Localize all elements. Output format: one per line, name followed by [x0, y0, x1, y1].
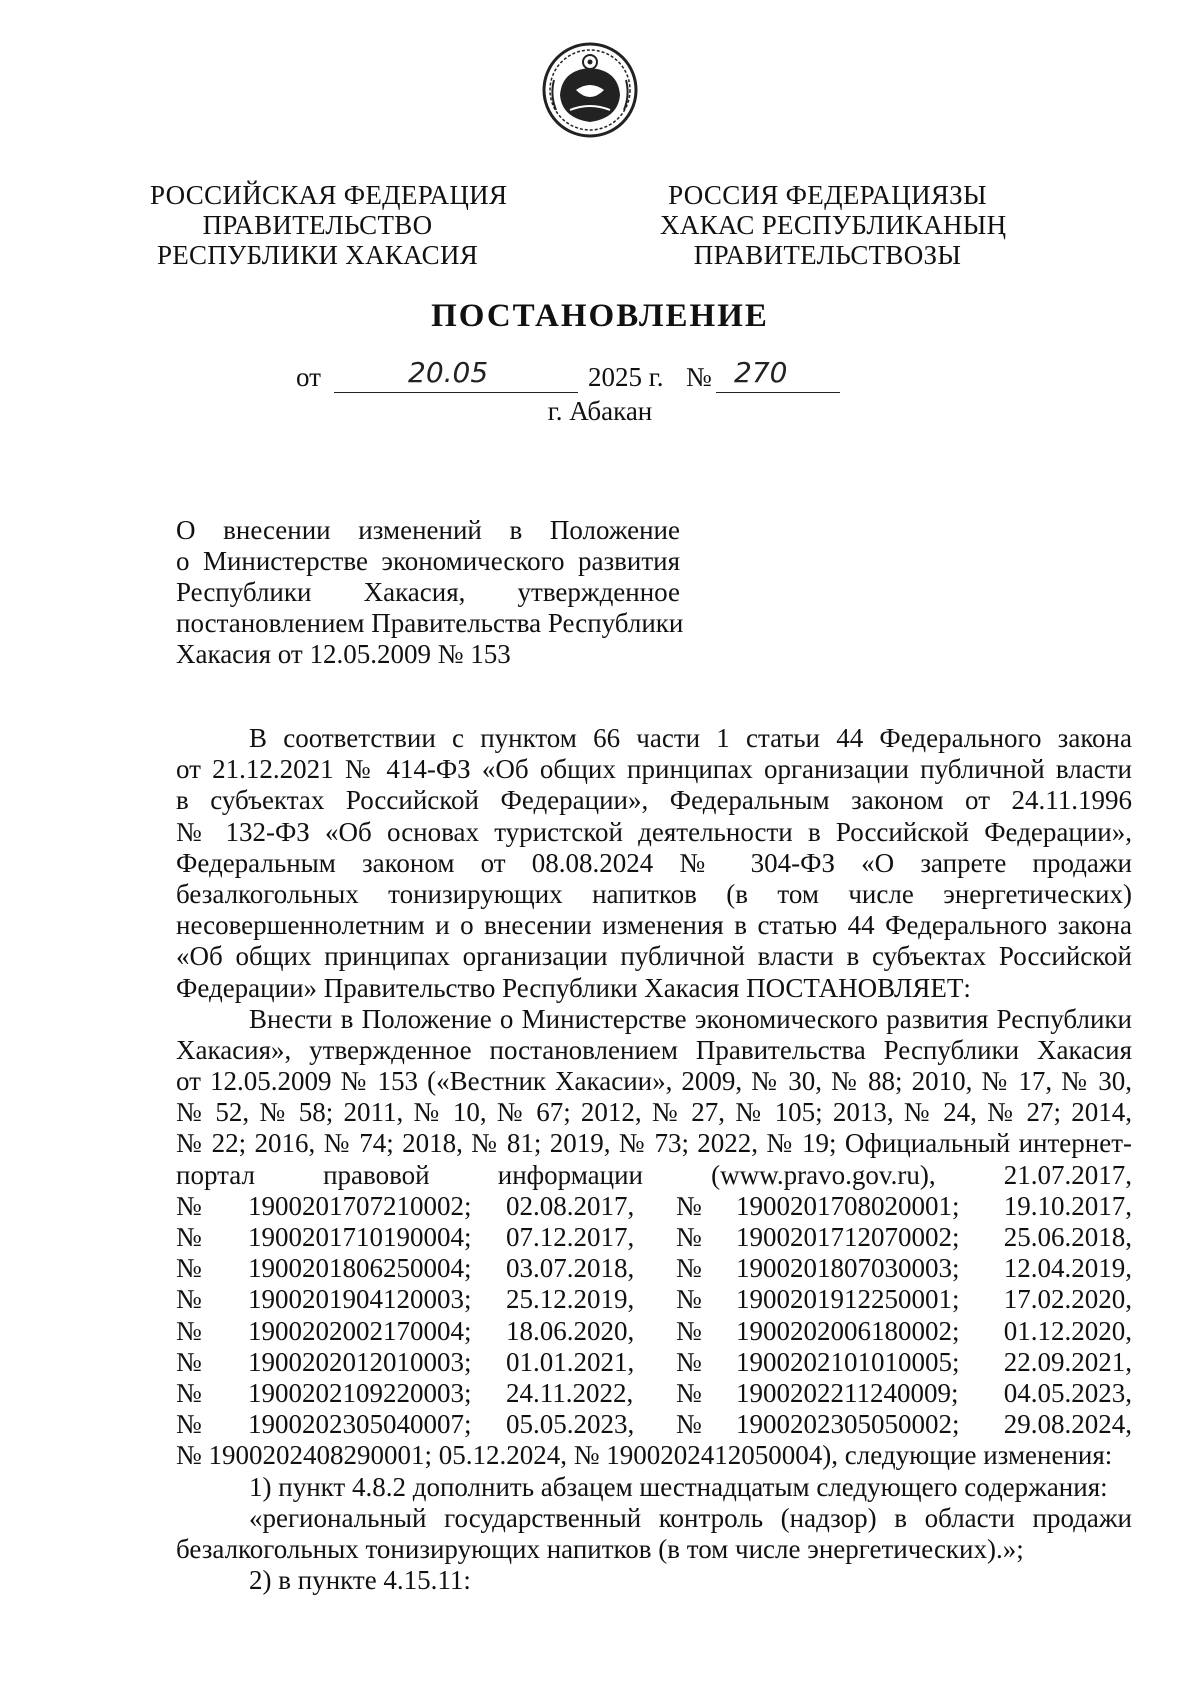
- header-right-khakas: [660, 180, 1007, 270]
- registry-no-sign: №: [176, 1190, 202, 1221]
- registry-id: 1900202012010003;: [248, 1346, 472, 1377]
- amend-intro-line: № 52, № 58; 2011, № 10, № 67; 2012, № 27, № 105; 2013, № 24, № 27; 2014,: [176, 1097, 1132, 1128]
- coat-of-arms-emblem: [540, 40, 640, 140]
- number-sign: №: [686, 362, 712, 392]
- registry-id: 1900201712070002;: [736, 1222, 960, 1252]
- registry-row: [176, 1191, 1132, 1222]
- registry-date: 04.05.2023,: [1003, 1377, 1132, 1408]
- registry-row: [176, 1253, 1132, 1284]
- subject-line: постановлением Правительства Республики: [176, 608, 684, 638]
- amend-intro-line: от 12.05.2009 № 153 («Вестник Хакасии», 2009, № 30, № 88; 2010, № 17, № 30,: [176, 1066, 1132, 1097]
- registry-tail-line: № 1900202408290001; 05.12.2024, № 1900202412050004), следующие изменения:: [176, 1440, 1113, 1471]
- registry-id: 1900202211240009;: [736, 1377, 959, 1408]
- registry-date: 07.12.2017,: [506, 1222, 635, 1252]
- document-subject: [176, 515, 684, 670]
- amend-intro-line: Хакасия», утвержденное постановлением Правительства Республики Хакасия: [176, 1034, 1132, 1065]
- date-year: 2025 г.: [588, 362, 664, 392]
- registry-no-sign: №: [676, 1377, 702, 1408]
- registry-no-sign: №: [176, 1346, 202, 1377]
- registry-date: 19.10.2017,: [1003, 1190, 1132, 1221]
- header-left-line: ПРАВИТЕЛЬСТВО: [202, 210, 433, 240]
- amendment-item-2: 2) в пункте 4.15.11:: [249, 1565, 471, 1596]
- city-line: г. Абакан: [547, 396, 653, 426]
- preamble-line: несовершеннолетним и о внесении изменения в статью 44 Федерального закона: [176, 910, 1132, 941]
- subject-line: Хакасия от 12.05.2009 № 153: [176, 639, 511, 669]
- registry-no-sign: №: [176, 1222, 202, 1252]
- header-right-line: ХАКАС РЕСПУБЛИКАНЫҢ: [660, 210, 1007, 240]
- quoted-text-line: «региональный государственный контроль (надзор) в области продажи: [249, 1502, 1132, 1533]
- registry-no-sign: №: [676, 1409, 702, 1440]
- preamble-line: В соответствии с пунктом 66 части 1 статьи 44 Федерального закона: [249, 723, 1132, 753]
- registry-date: 02.08.2017,: [506, 1190, 635, 1221]
- registry-id: 1900201710190004;: [248, 1222, 472, 1252]
- registry-no-sign: №: [176, 1284, 202, 1315]
- preamble-line: Федерации» Правительство Республики Хакасия ПОСТАНОВЛЯЕТ:: [176, 972, 971, 1003]
- registry-date: 17.02.2020,: [1003, 1284, 1132, 1315]
- amend-intro-line: портал правовой информации (www.pravo.gov.ru), 21.07.2017,: [176, 1159, 1132, 1190]
- registry-date: 29.08.2024,: [1003, 1409, 1132, 1440]
- header-left-line: РЕСПУБЛИКИ ХАКАСИЯ: [156, 240, 479, 270]
- registry-row: [176, 1378, 1132, 1409]
- registry-no-sign: №: [176, 1315, 202, 1346]
- registry-id: 1900202305050002;: [736, 1409, 960, 1440]
- registry-id: 1900202006180002;: [736, 1315, 960, 1346]
- registry-date: 03.07.2018,: [506, 1253, 635, 1284]
- registry-row: [176, 1409, 1132, 1440]
- subject-line: о Министерстве экономического развития: [176, 546, 680, 576]
- quoted-text-line: безалкогольных тонизирующих напитков (в том числе энергетических).»;: [176, 1533, 1024, 1564]
- registry-id: 1900202109220003;: [248, 1377, 472, 1408]
- registry-date: 25.06.2018,: [1003, 1222, 1132, 1252]
- registry-date: 01.12.2020,: [1003, 1315, 1132, 1346]
- registry-row: [176, 1222, 1132, 1253]
- registry-no-sign: №: [676, 1346, 702, 1377]
- document-body: [176, 723, 1132, 1596]
- registry-row: [176, 1316, 1132, 1347]
- preamble-line: в субъектах Российской Федерации», Федеральным законом от 24.11.1996: [176, 785, 1132, 816]
- amend-intro-line: Внести в Положение о Министерстве экономического развития Республики: [249, 1003, 1132, 1034]
- date-prefix: от: [296, 362, 321, 392]
- registry-id: 1900201707210002;: [248, 1190, 472, 1221]
- header-left-russian: [150, 180, 508, 270]
- header-right-line: ПРАВИТЕЛЬСТВОЗЫ: [693, 240, 962, 270]
- document-number-handwritten: 270: [734, 356, 788, 389]
- subject-line: О внесении изменений в Положение: [176, 515, 680, 545]
- subject-line: Республики Хакасия, утвержденное: [176, 577, 680, 607]
- preamble-line: № 132-ФЗ «Об основах туристской деятельности в Российской Федерации»,: [176, 816, 1132, 847]
- registry-date: 05.05.2023,: [506, 1409, 635, 1440]
- amendment-item-1: 1) пункт 4.8.2 дополнить абзацем шестнадцатым следующего содержания:: [249, 1471, 1108, 1502]
- registry-date: 12.04.2019,: [1003, 1253, 1132, 1284]
- registry-no-sign: №: [676, 1315, 702, 1346]
- preamble-line: Федеральным законом от 08.08.2024 № 304-ФЗ «О запрете продажи: [176, 847, 1132, 878]
- registry-no-sign: №: [676, 1253, 702, 1284]
- registry-id: 1900201807030003;: [736, 1253, 960, 1284]
- header-left-line: РОССИЙСКАЯ ФЕДЕРАЦИЯ: [150, 180, 508, 210]
- number-underline: [716, 392, 840, 393]
- registry-date: 18.06.2020,: [506, 1315, 635, 1346]
- registry-id: 1900201904120003;: [248, 1284, 472, 1315]
- document-type-title: ПОСТАНОВЛЕНИЕ: [431, 298, 769, 334]
- preamble-line: безалкогольных тонизирующих напитков (в том числе энергетических): [176, 878, 1132, 909]
- registry-id: 1900202305040007;: [248, 1409, 472, 1440]
- registry-no-sign: №: [176, 1253, 202, 1284]
- registry-row: [176, 1284, 1132, 1315]
- header-right-line: РОССИЯ ФЕДЕРАЦИЯЗЫ: [668, 180, 987, 210]
- preamble-line: от 21.12.2021 № 414-ФЗ «Об общих принципах организации публичной власти: [176, 754, 1132, 785]
- registry-no-sign: №: [676, 1190, 702, 1221]
- date-day-month-handwritten: 20.05: [408, 356, 489, 389]
- date-number-row: [296, 356, 916, 396]
- registry-id: 1900202002170004;: [248, 1315, 472, 1346]
- registry-date: 22.09.2021,: [1003, 1346, 1132, 1377]
- amend-intro-line: № 22; 2016, № 74; 2018, № 81; 2019, № 73; 2022, № 19; Официальный интернет-: [176, 1128, 1132, 1159]
- date-underline: [334, 392, 578, 393]
- registry-date: 25.12.2019,: [506, 1284, 635, 1315]
- registry-id: 1900201708020001;: [736, 1190, 960, 1221]
- registry-id: 1900201912250001;: [736, 1284, 960, 1315]
- preamble-line: «Об общих принципах организации публичной власти в субъектах Российской: [176, 941, 1132, 972]
- registry-no-sign: №: [676, 1222, 702, 1252]
- registry-date: 24.11.2022,: [506, 1377, 634, 1408]
- registry-no-sign: №: [676, 1284, 702, 1315]
- registry-id: 1900201806250004;: [248, 1253, 472, 1284]
- registry-no-sign: №: [176, 1377, 202, 1408]
- registry-date: 01.01.2021,: [506, 1346, 635, 1377]
- registry-row: [176, 1347, 1132, 1378]
- registry-no-sign: №: [176, 1409, 202, 1440]
- registry-id: 1900202101010005;: [736, 1346, 960, 1377]
